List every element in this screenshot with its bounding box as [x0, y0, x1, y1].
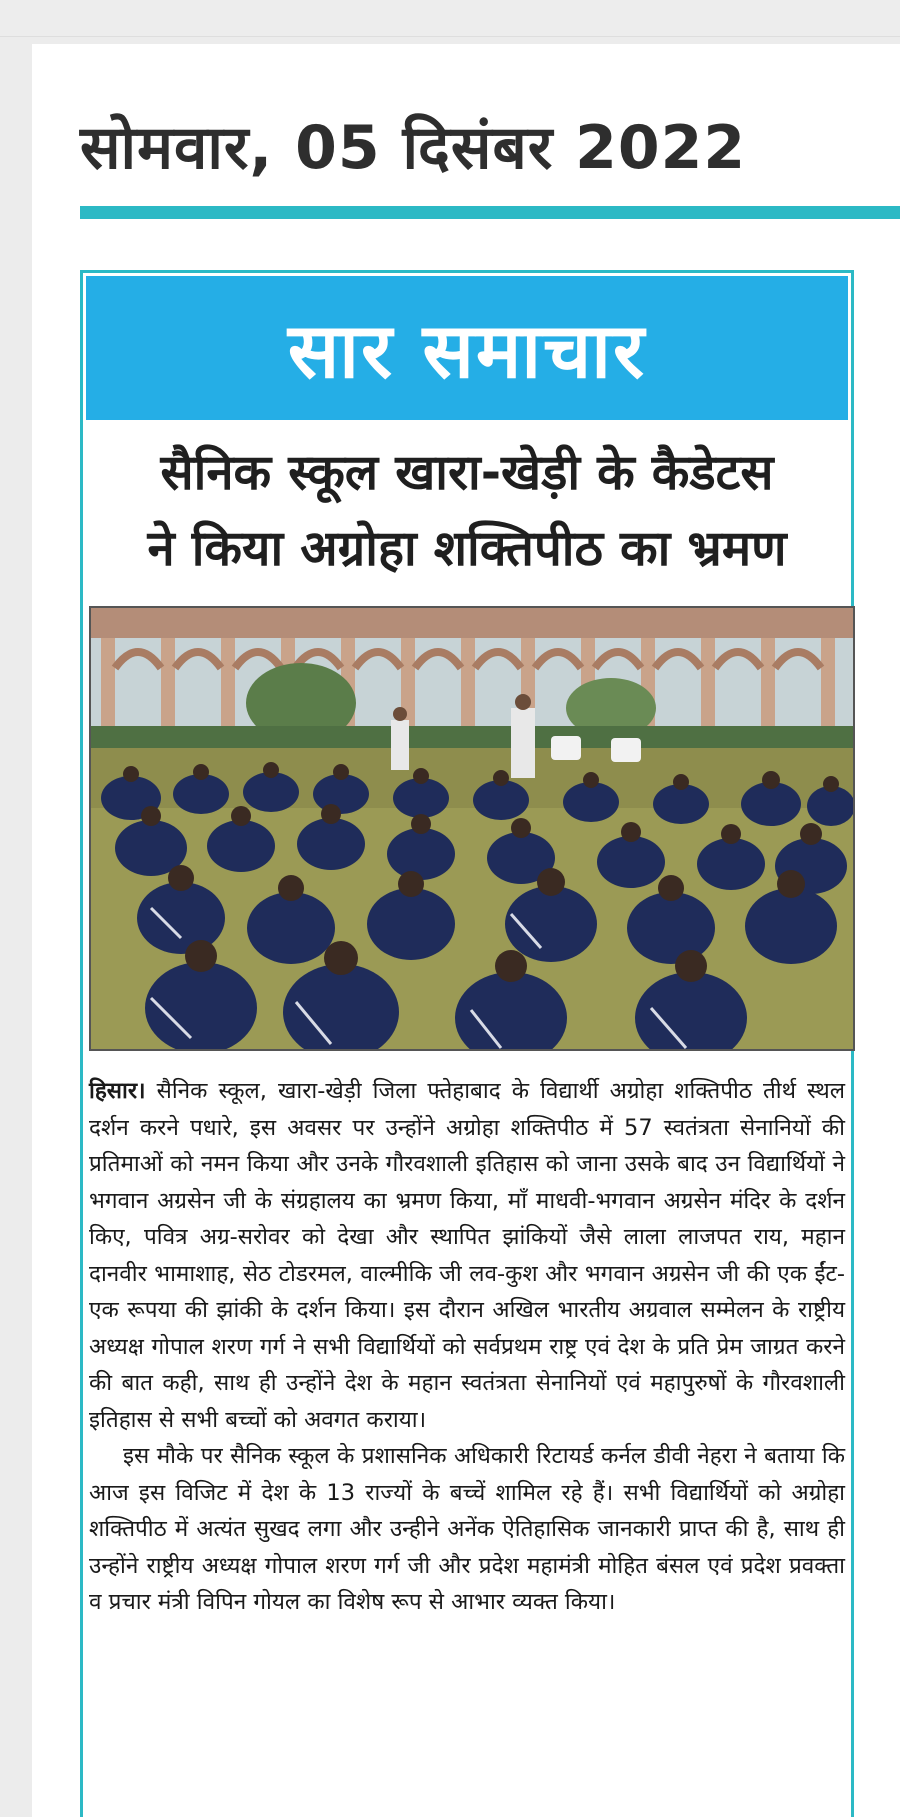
issue-date: सोमवार, 05 दिसंबर 2022 [80, 113, 747, 183]
news-box [80, 270, 854, 1817]
section-title: सार समाचार [287, 305, 647, 395]
viewer-top-bar [0, 0, 900, 37]
headline-line-1: सैनिक स्कूल खारा-खेड़ी के कैडेटस [160, 444, 774, 501]
article-dateline: हिसार। [89, 1078, 146, 1104]
article-headline [93, 435, 841, 587]
date-underline-rule [80, 206, 900, 219]
article-body [89, 1073, 845, 1621]
article-paragraph-1-text: सैनिक स्कूल, खारा-खेड़ी जिला फ्तेहाबाद के विद्यार्थी अग्रोहा शक्तिपीठ तीर्थ स्थल दर्शन करने पधारे, इस अवसर पर उन्होंने अग्रोहा शक्तिपीठ में 57 स्वतंत्रता सेनानियों की प्रतिमाओं को नमन किया और उनके गौरवशाली इतिहास को जाना उसके बाद उन विद्यार्थियों ने भगवान अग्रसेन जी के संग्रहालय का भ्रमण किया, माँ माधवी-भगवान अग्रसेन मंदिर के दर्शन किए, पवित्र अग्र-सरोवर को देखा और स्थापित झांकियों जैसे लाला लाजपत राय, महान दानवीर भामाशाह, सेठ टोडरमल, वाल्मीकि जी लव-कुश और भगवान अग्रसेन जी की एक ईंट-एक रूपया की झांकी के दर्शन किया। इस दौरान अखिल भारतीय अग्रवाल सम्मेलन के राष्ट्रीय अध्यक्ष गोपाल शरण गर्ग ने सभी विद्यार्थियों को सर्वप्रथम राष्ट्र एवं देश के प्रति प्रेम जाग्रत करने की बात कही, साथ ही उन्होंने देश के महान स्वतंत्रता सेनानियों एवं महापुरुषों के गौरवशाली इतिहास से सभी बच्चों को अवगत कराया। [89, 1078, 845, 1433]
article-paragraph-2: इस मौके पर सैनिक स्कूल के प्रशासनिक अधिकारी रिटायर्ड कर्नल डीवी नेहरा ने बताया कि आज इस विजिट में देश के 13 राज्यों के बच्चें शामिल रहे हैं। सभी विद्यार्थियों को अग्रोहा शक्तिपीठ में अत्यंत सुखद लगा और उन्हीने अनेंक ऐतिहासिक जानकारी प्राप्त की है, साथ ही उन्होंने राष्ट्रीय अध्यक्ष गोपाल शरण गर्ग जी और प्रदेश महामंत्री मोहित बंसल एवं प्रदेश प्रवक्ता व प्रचार मंत्री विपिन गोयल का विशेष रूप से आभार व्यक्त किया। [89, 1443, 845, 1615]
section-banner [86, 276, 848, 420]
article-paragraph-1 [89, 1073, 845, 1438]
cadets-photo [89, 606, 855, 1051]
headline-line-2: ने किया अग्रोहा शक्तिपीठ का भ्रमण [147, 520, 787, 577]
